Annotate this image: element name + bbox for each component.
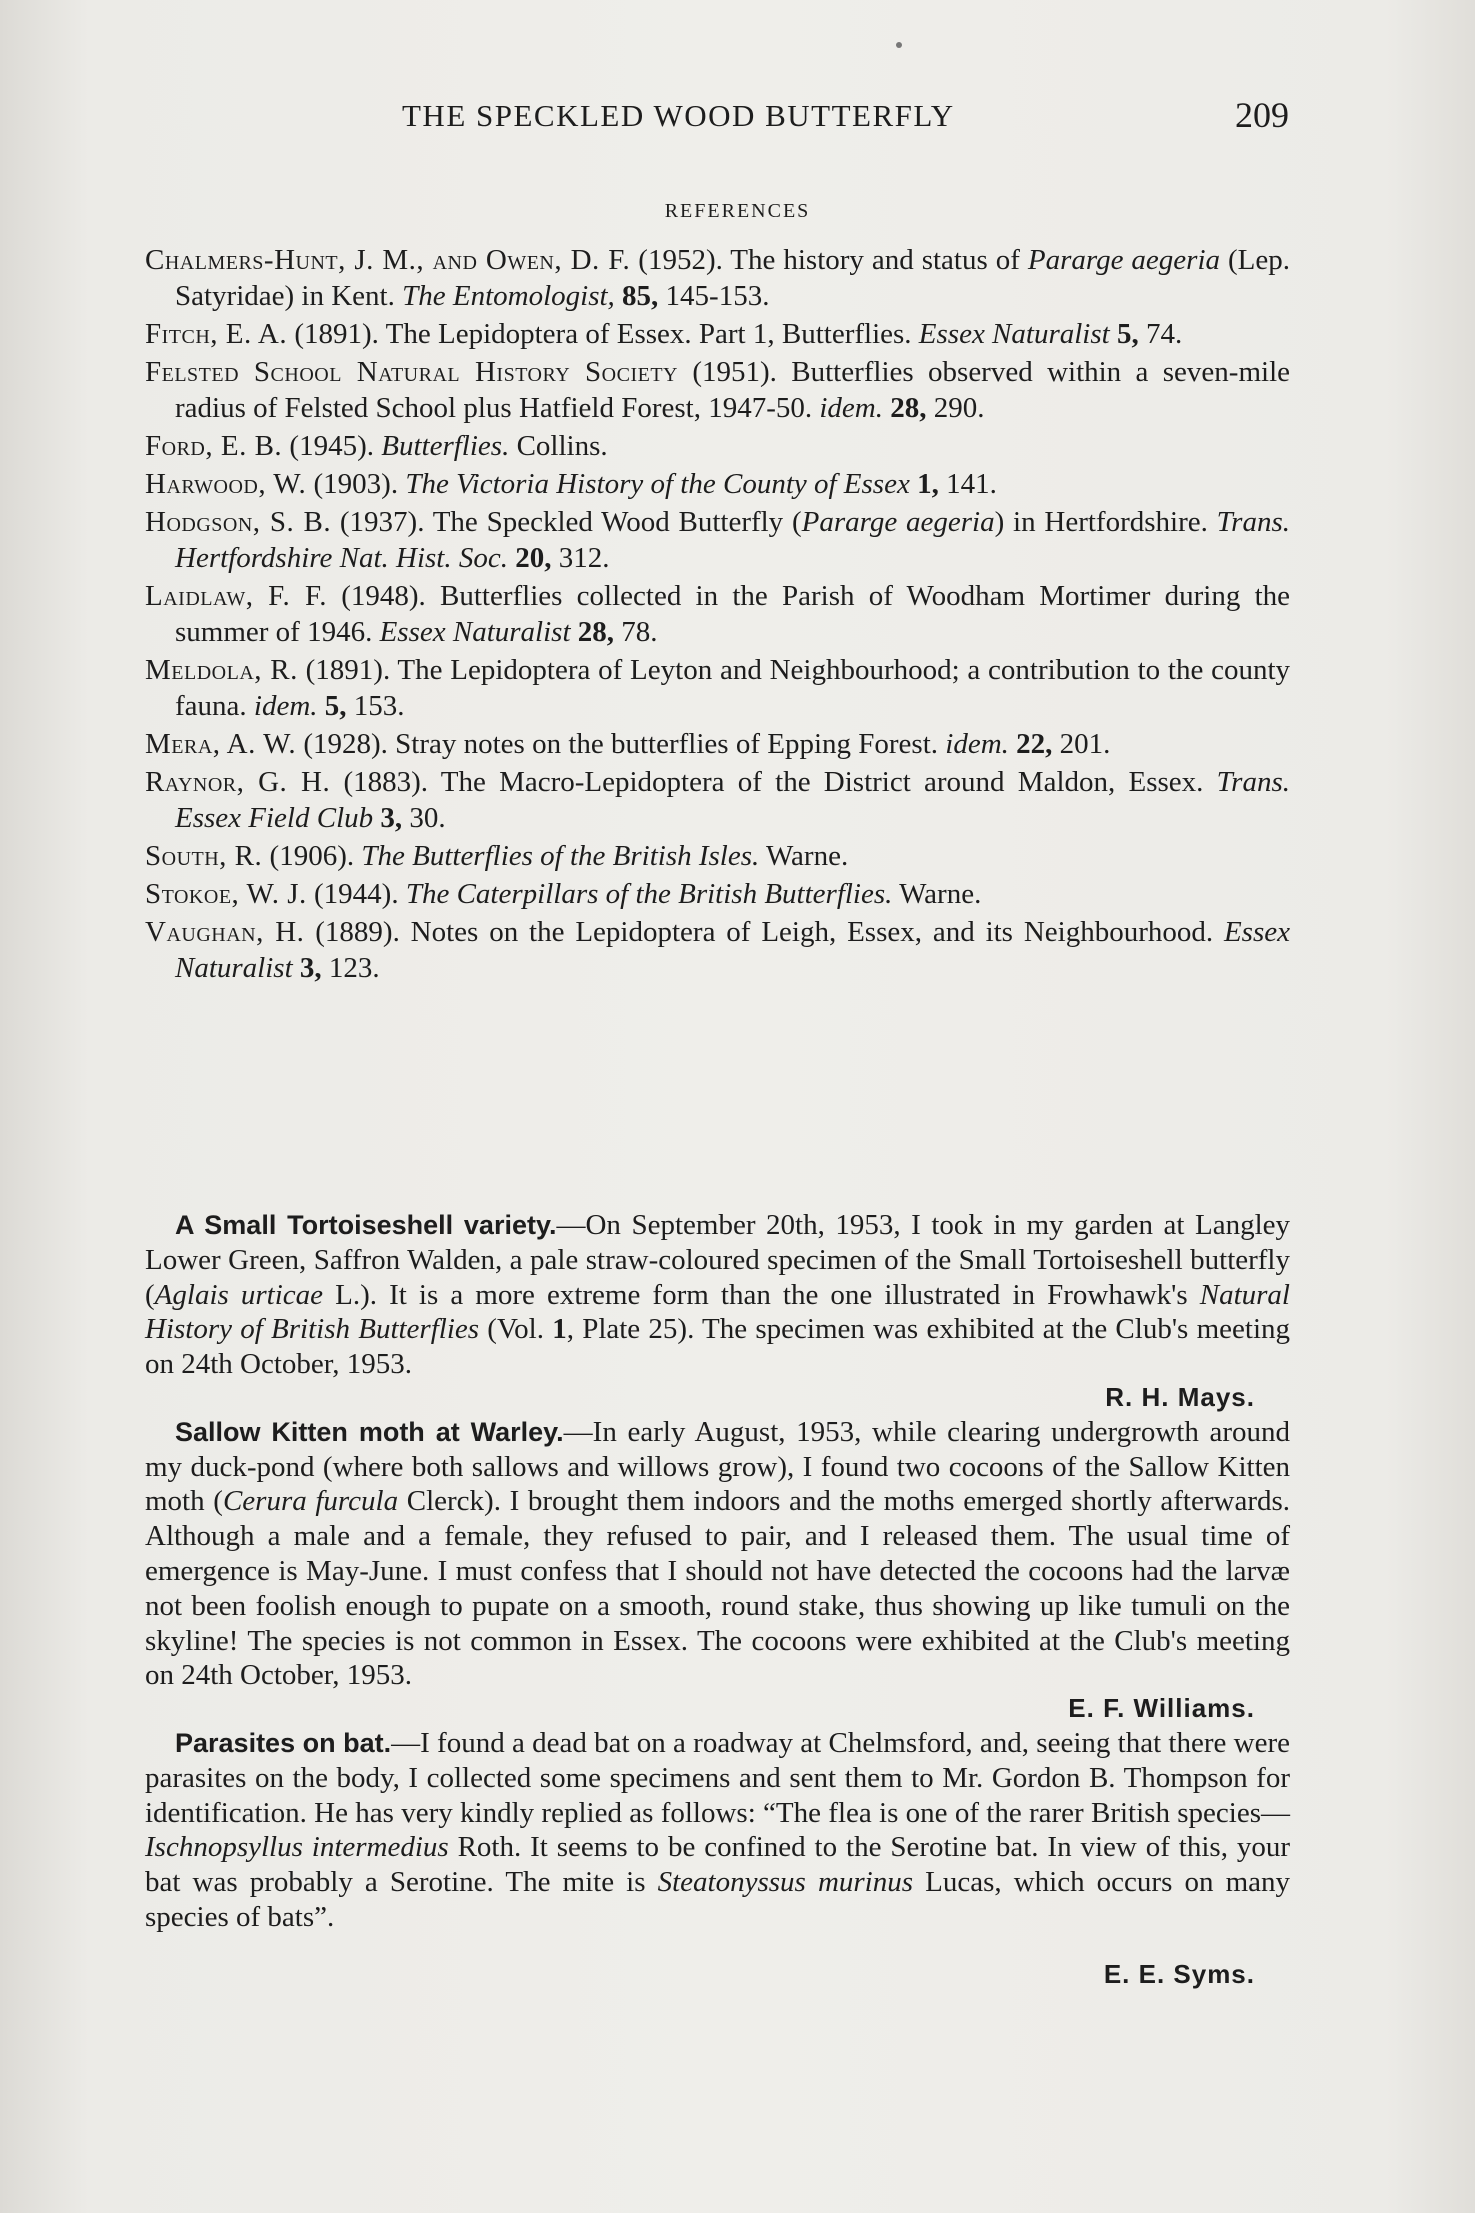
reference-volume: 3, [373, 802, 403, 834]
reference-volume: 85, [614, 280, 659, 312]
reference-volume: 28, [570, 616, 615, 648]
reference-pages: 290. [926, 392, 985, 424]
reference-italic: Trans. Essex Field Club [175, 766, 1290, 834]
note-signature: R. H. Mays. [1105, 1381, 1255, 1412]
reference-volume: 28, [883, 392, 927, 424]
note-text: Natural History of British Butterflies [145, 1278, 1290, 1346]
running-head [402, 95, 1289, 148]
reference-pages: 78. [614, 616, 658, 648]
note [145, 1726, 1290, 1992]
reference-text: (1903). [306, 468, 406, 500]
reference-italic: Pararge aegeria [801, 506, 995, 538]
references-heading: REFERENCES [664, 200, 811, 222]
note-paragraph [145, 1726, 1290, 1935]
note-text: L.). It is a more extreme form than the one illustrated in Frowhawk's [323, 1278, 1200, 1311]
reference-entry [145, 726, 1290, 762]
reference-volume: 20, [507, 542, 552, 574]
reference-author: Felsted School Natural History Society [145, 356, 678, 388]
reference-entry [145, 914, 1290, 986]
reference-italic: The Butterflies of the British Isles. [361, 840, 760, 872]
reference-text: (Lep. Satyridae) in Kent. [175, 244, 1290, 312]
reference-pages: 30. [402, 802, 446, 834]
note-text: Lucas, which occurs on many species of bats”. [145, 1866, 1290, 1933]
reference-author: Hodgson, S. B. [145, 506, 332, 538]
reference-text: (1944). [306, 878, 406, 910]
reference-volume: 5, [317, 690, 347, 722]
reference-text: (1889). Notes on the Lepidoptera of Leigh, Essex, and its Neighbourhood. [304, 916, 1224, 948]
reference-italic: idem. [253, 690, 318, 722]
note-signature: E. F. Williams. [1068, 1693, 1255, 1724]
note-text: 1 [552, 1313, 567, 1346]
reference-entry [145, 504, 1290, 576]
note-text: Ischnopsyllus intermedius [145, 1831, 449, 1864]
note-title: Parasites on bat. [175, 1727, 392, 1758]
reference-entry [145, 428, 1290, 464]
reference-italic: The Victoria History of the County of Essex [405, 468, 910, 500]
reference-text: (1948). Butterflies collected in the Parish of Woodham Mortimer during the summer of 1946. [175, 580, 1290, 648]
reference-text: (1928). Stray notes on the butterflies of Epping Forest. [296, 728, 946, 760]
reference-entry [145, 876, 1290, 912]
reference-italic: Butterflies. [381, 430, 510, 462]
reference-volume: 5, [1109, 318, 1139, 350]
note-text: (Vol. [479, 1313, 553, 1346]
note-text: Cerura furcula [222, 1485, 399, 1518]
note-text: Roth. It seems to be confined to the Serotine bat. In view of this, your bat was probably a Serotine. The mite is [145, 1831, 1290, 1899]
reference-italic: The Entomologist, [402, 280, 615, 312]
reference-volume: 22, [1008, 728, 1053, 760]
note-signature: E. E. Syms. [1103, 1958, 1255, 1989]
reference-text: Warne. [759, 840, 849, 872]
note-text: —On September 20th, 1953, I took in my garden at Langley Lower Green, Saffron Walden, a pale straw-coloured specimen of the Small Tortoiseshell butterfly ( [145, 1209, 1290, 1311]
notes-section [145, 1208, 1290, 1992]
note-title: A Small Tortoiseshell variety. [175, 1210, 557, 1240]
note-paragraph [145, 1415, 1290, 1693]
reference-author: Laidlaw, F. F. [145, 580, 328, 612]
reference-author: Harwood, W. [145, 468, 307, 500]
reference-text: (1951). Butterflies observed within a seven-mile radius of Felsted School plus Hatfield Forest, 1947-50. [175, 356, 1290, 424]
references-list [145, 242, 1290, 988]
page-number: 209 [1235, 95, 1289, 135]
running-head-title: THE SPECKLED WOOD BUTTERFLY [402, 98, 955, 133]
note-text: Steatonyssus murinus [657, 1866, 914, 1899]
reference-author: Mera, A. W. [145, 728, 297, 760]
reference-pages: 201. [1052, 728, 1111, 760]
reference-entry [145, 354, 1290, 426]
reference-entry [145, 242, 1290, 314]
reference-pages: 145-153. [658, 280, 770, 312]
reference-pages: 123. [321, 952, 380, 984]
reference-entry [145, 652, 1290, 724]
reference-text: (1952). The history and status of [630, 244, 1028, 276]
note [145, 1208, 1290, 1415]
reference-entry [145, 578, 1290, 650]
reference-text: (1906). [262, 840, 362, 872]
reference-entry [145, 466, 1290, 502]
reference-italic: Trans. Hertfordshire Nat. Hist. Soc. [175, 506, 1291, 574]
note-text: —In early August, 1953, while clearing undergrowth around my duck-pond (where both sallows and willows grow), I found two cocoons of the Sallow Kitten moth ( [145, 1415, 1291, 1518]
reference-author: Chalmers-Hunt, J. M., and Owen, D. F. [145, 244, 631, 276]
note-title: Sallow Kitten moth at Warley. [175, 1416, 564, 1447]
reference-italic: idem. [819, 392, 883, 424]
note-text: , Plate 25). The specimen was exhibited at the Club's meeting on 24th October, 1953. [145, 1313, 1290, 1381]
note [145, 1415, 1290, 1726]
reference-text: Warne. [892, 878, 982, 910]
reference-italic: idem. [945, 728, 1009, 760]
reference-volume: 3, [292, 952, 322, 984]
reference-italic: Pararge aegeria [1027, 244, 1221, 276]
reference-text: ) in Hertfordshire. [994, 506, 1217, 538]
reference-text: (1883). The Macro-Lepidoptera of the District around Maldon, Essex. [330, 766, 1217, 798]
reference-author: South, R. [145, 840, 263, 872]
reference-pages: 74. [1138, 318, 1183, 350]
note-text: —I found a dead bat on a roadway at Chelmsford, and, seeing that there were parasites on the body, I collected some specimens and sent them to Mr. Gordon B. Thompson for identification. He has very kindly replied as follows: “The flea is one of the rarer British species— [145, 1726, 1290, 1829]
ink-speck [896, 42, 902, 48]
reference-entry [145, 838, 1290, 874]
reference-text: Collins. [509, 430, 608, 462]
reference-text: (1945). [282, 430, 382, 462]
note-text: Clerck). I brought them indoors and the moths emerged shortly afterwards. Although a male and a female, they refused to pair, and I released them. The usual time of emergence is May-June. I must confess that I should not have detected the cocoons had the larvæ not been foolish enough to pupate on a smooth, round stake, thus showing up like tumuli on the skyline! The species is not common in Essex. The cocoons were exhibited at the Club's meeting on 24th October, 1953. [145, 1485, 1291, 1692]
reference-author: Raynor, G. H. [145, 766, 331, 798]
note-text: Aglais urticae [154, 1278, 324, 1311]
reference-entry [145, 764, 1290, 836]
reference-italic: Essex Naturalist [918, 318, 1110, 350]
reference-pages: 141. [938, 468, 997, 500]
reference-italic: Essex Naturalist [175, 916, 1290, 984]
reference-author: Fitch, E. A. [145, 318, 288, 350]
reference-author: Meldola, R. [145, 654, 298, 686]
reference-author: Stokoe, W. J. [145, 878, 307, 910]
reference-text: (1891). The Lepidoptera of Leyton and Neighbourhood; a contribution to the county fauna. [175, 654, 1291, 722]
reference-text: (1891). The Lepidoptera of Essex. Part 1, Butterflies. [287, 318, 919, 350]
reference-volume: 1, [909, 468, 939, 500]
reference-entry [145, 316, 1290, 352]
reference-pages: 153. [346, 690, 405, 722]
reference-pages: 312. [551, 542, 610, 574]
note-paragraph [145, 1208, 1290, 1382]
reference-author: Vaughan, H. [145, 916, 305, 948]
reference-text: (1937). The Speckled Wood Butterfly ( [331, 506, 802, 538]
reference-italic: Essex Naturalist [379, 616, 571, 648]
reference-italic: The Caterpillars of the British Butterflies. [405, 878, 893, 910]
reference-author: Ford, E. B. [145, 430, 283, 462]
